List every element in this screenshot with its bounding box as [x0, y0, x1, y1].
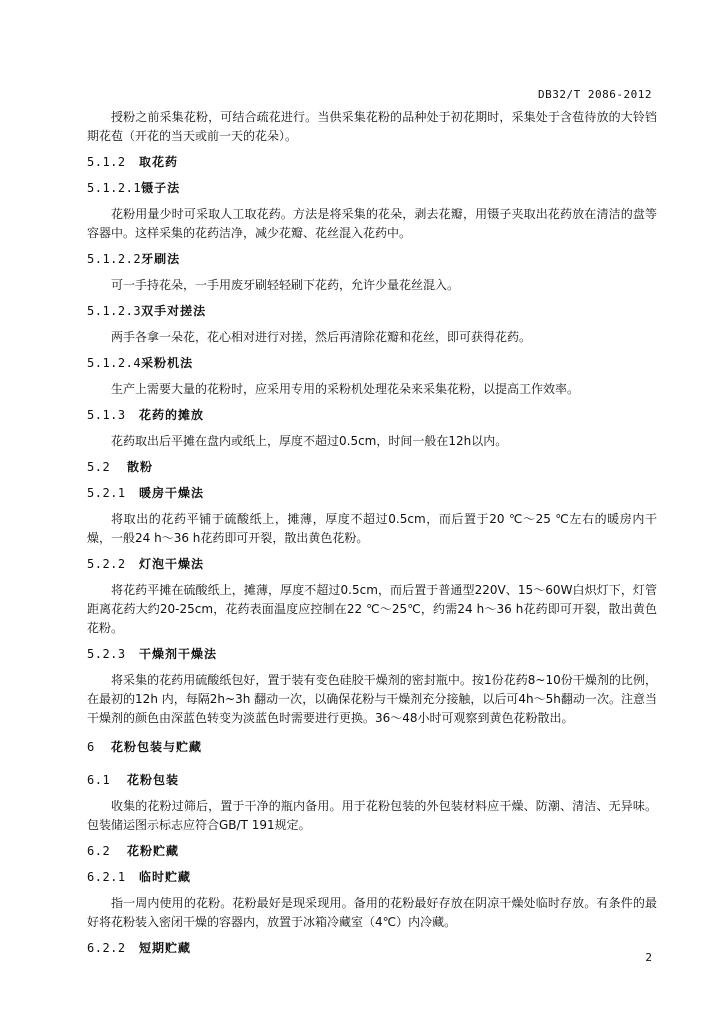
paragraph: 指一周内使用的花粉。花粉最好是现采现用。备用的花粉最好存放在阴凉干燥处临时存放。有条件的最好将花粉装入密闭干燥的容器内，放置于冰箱冷藏室（4℃）内冷藏。 — [87, 896, 657, 929]
section-title: 花粉包装与贮藏 — [111, 740, 203, 754]
section-number: 5.1.2.1 — [87, 181, 142, 195]
section-title: 花粉贮藏 — [127, 844, 180, 858]
paragraph: 可一手持花朵，一手用废牙刷轻轻刷下花药，允许少量花丝混入。 — [111, 278, 460, 292]
paragraph: 将取出的花药平铺于硫酸纸上，摊薄，厚度不超过0.5cm，而后置于20 ℃～25 ℃左右的暖房内干燥，一般24 h～36 h花药即可开裂，散出黄色花粉。 — [87, 512, 657, 545]
section-number: 6.2 — [87, 844, 111, 858]
section-number: 5.1.2.2 — [87, 252, 142, 266]
section-number: 5.1.2.4 — [87, 356, 142, 370]
paragraph: 花粉用量少时可采取人工取花药。方法是将采集的花朵，剥去花瓣，用镊子夹取出花药放在清洁的盘等容器中。这样采集的花药洁净，减少花瓣、花丝混入花药中。 — [87, 207, 657, 240]
paragraph: 将花药平摊在硫酸纸上，摊薄，厚度不超过0.5cm，而后置于普通型220V、15～60W白炽灯下，灯管距离花药大约20-25cm，花药表面温度应控制在22 ℃～25℃，约需24 h～36 h花药即可开裂，散出黄色花粉。 — [87, 583, 657, 635]
section-heading — [87, 153, 657, 172]
section-heading — [87, 484, 657, 503]
paragraph: 收集的花粉过筛后，置于干净的瓶内备用。用于花粉包装的外包装材料应干燥、防潮、清洁、无异味。包装储运图示标志应符合GB/T 191规定。 — [87, 799, 657, 832]
section-heading — [87, 406, 657, 425]
section-title: 花粉包装 — [127, 773, 180, 787]
section-number: 6 — [87, 740, 95, 754]
section-title: 临时贮藏 — [139, 870, 192, 884]
section-heading — [87, 771, 657, 790]
section-heading — [87, 939, 657, 958]
section-number: 5.1.2 — [87, 155, 126, 169]
document-code: DB32/T 2086-2012 — [538, 88, 652, 101]
page-number: 2 — [645, 951, 652, 964]
section-heading — [87, 738, 657, 757]
section-number: 5.1.3 — [87, 408, 126, 422]
section-title: 暖房干燥法 — [139, 486, 205, 500]
document-body — [87, 108, 657, 965]
section-heading — [87, 179, 657, 198]
section-heading — [87, 354, 657, 373]
section-number: 5.2.1 — [87, 486, 126, 500]
section-number: 5.2.2 — [87, 557, 126, 571]
section-heading — [87, 250, 657, 269]
section-number: 6.1 — [87, 773, 111, 787]
section-title: 牙刷法 — [141, 252, 181, 266]
section-title: 取花药 — [139, 155, 179, 169]
section-heading — [87, 842, 657, 861]
paragraph: 将采集的花药用硫酸纸包好，置于装有变色硅胶干燥剂的密封瓶中。按1份花药8~10份干燥剂的比例，在最初的12h 内，每隔2h~3h 翻动一次，以确保花粉与干燥剂充分接触，以后可4h～5h翻动一次。注意当干燥剂的颜色由深蓝色转变为淡蓝色时需要进行更换。36～48小时可观察到黄色花粉散出。 — [87, 673, 657, 725]
paragraph: 生产上需要大量的花粉时，应采用专用的采粉机处理花朵来采集花粉，以提高工作效率。 — [111, 382, 580, 396]
section-title: 镊子法 — [141, 181, 181, 195]
section-title: 短期贮藏 — [139, 941, 192, 955]
paragraph: 两手各拿一朵花，花心相对进行对搓，然后再清除花瓣和花丝，即可获得花药。 — [111, 330, 532, 344]
section-title: 双手对搓法 — [141, 304, 207, 318]
section-heading — [87, 645, 657, 664]
section-number: 6.2.1 — [87, 870, 126, 884]
section-heading — [87, 458, 657, 477]
section-number: 5.2.3 — [87, 647, 126, 661]
section-title: 花药的摊放 — [139, 408, 205, 422]
section-number: 5.1.2.3 — [87, 304, 142, 318]
paragraph: 花药取出后平摊在盘内或纸上，厚度不超过0.5cm，时间一般在12h以内。 — [111, 434, 508, 448]
section-title: 干燥剂干燥法 — [139, 647, 218, 661]
section-title: 灯泡干燥法 — [139, 557, 205, 571]
section-number: 6.2.2 — [87, 941, 126, 955]
paragraph: 授粉之前采集花粉，可结合疏花进行。当供采集花粉的品种处于初花期时，采集处于含苞待放的大铃铛期花苞（开花的当天或前一天的花朵）。 — [87, 110, 657, 143]
section-heading — [87, 868, 657, 887]
section-heading — [87, 302, 657, 321]
section-title: 散粉 — [127, 460, 154, 474]
section-heading — [87, 555, 657, 574]
section-title: 采粉机法 — [141, 356, 194, 370]
section-number: 5.2 — [87, 460, 111, 474]
